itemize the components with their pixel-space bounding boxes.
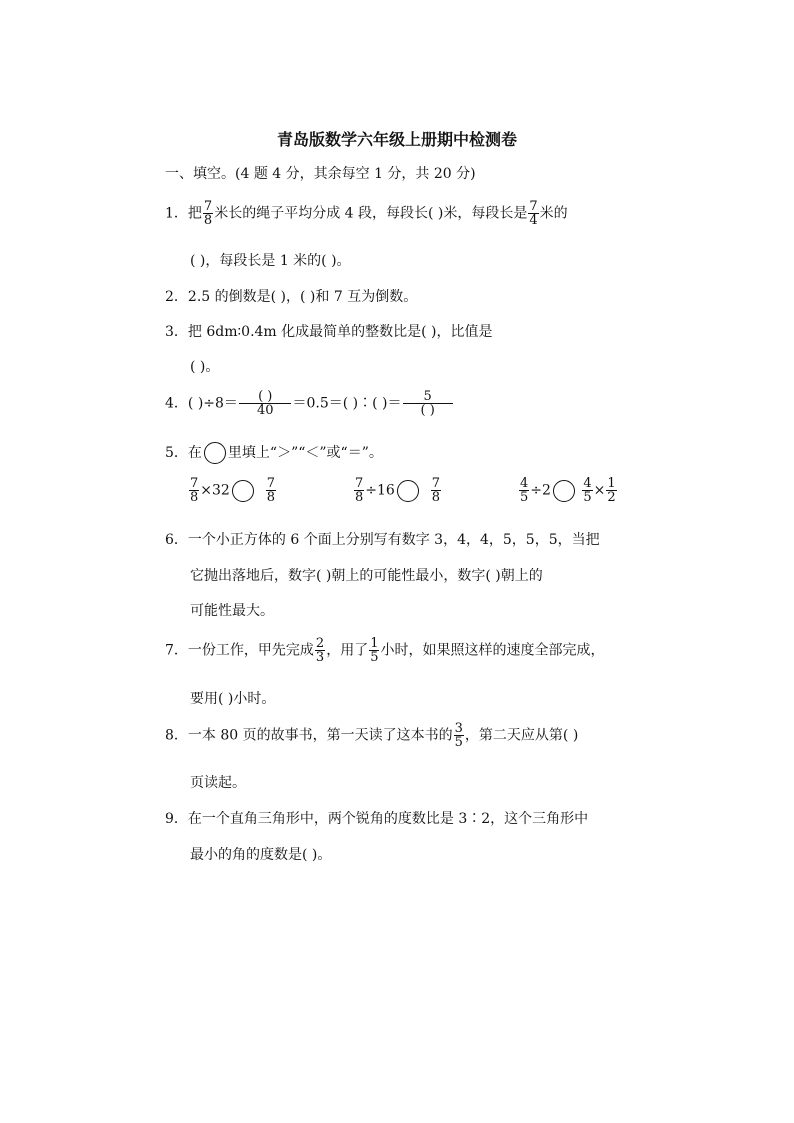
- fraction: [606, 477, 616, 504]
- fraction: [403, 390, 453, 417]
- question-8-line-2: 页读起。: [190, 775, 246, 791]
- numerator: 7: [529, 199, 538, 214]
- question-number: 9．: [165, 811, 188, 827]
- question-7-line-2: 要用( )小时。: [190, 691, 276, 707]
- numerator: 4: [583, 476, 592, 491]
- question-3: [165, 321, 493, 341]
- fraction: [239, 390, 292, 417]
- answer-circle[interactable]: [397, 480, 419, 502]
- question-1: [165, 200, 568, 227]
- question-text: ＝0.5＝( )∶( )＝: [292, 395, 402, 412]
- denominator: ( ): [420, 403, 435, 418]
- question-text: ，第二天应从第( ): [464, 727, 579, 744]
- fraction: [203, 200, 213, 227]
- denominator: 8: [203, 213, 213, 228]
- question-number: 3．: [165, 324, 188, 340]
- fraction: [431, 477, 441, 504]
- fraction: [454, 722, 464, 749]
- numerator: 1: [607, 476, 616, 491]
- question-text: ，用了: [326, 642, 369, 659]
- question-text: 米的: [539, 205, 568, 222]
- fraction: [266, 477, 276, 504]
- comparison-1: [188, 477, 277, 504]
- question-text: 一本 80 页的故事书，第一天读了这本书的: [187, 727, 453, 744]
- comparison-circle: [204, 442, 226, 464]
- denominator: 5: [370, 650, 379, 665]
- question-number: 5．: [165, 445, 188, 461]
- denominator: 40: [256, 403, 274, 418]
- numerator: ( ): [239, 390, 292, 404]
- denominator: 2: [607, 490, 616, 505]
- question-6: [165, 529, 600, 549]
- fraction: [369, 637, 379, 664]
- question-number: 7．: [165, 642, 188, 659]
- answer-circle[interactable]: [553, 480, 575, 502]
- question-text: 一个小正方体的 6 个面上分别写有数字 3，4，4，5，5，5，当把: [187, 532, 600, 548]
- numerator: 1: [370, 636, 379, 651]
- numerator: 7: [266, 476, 276, 491]
- fraction: [354, 477, 364, 504]
- numerator: 4: [520, 476, 529, 491]
- denominator: 5: [520, 490, 529, 505]
- answer-circle[interactable]: [232, 480, 254, 502]
- numerator: 7: [190, 476, 199, 491]
- denominator: 3: [315, 650, 325, 665]
- numerator: 2: [315, 636, 325, 651]
- denominator: 5: [454, 735, 463, 750]
- comparison-2: [353, 477, 442, 504]
- numerator: 7: [355, 476, 364, 491]
- question-number: 1．: [165, 205, 188, 222]
- fraction: [189, 477, 199, 504]
- question-text: 把: [187, 205, 202, 222]
- numerator: 5: [403, 390, 453, 404]
- question-3-line-2: ( )。: [190, 359, 220, 375]
- question-text: 一份工作，甲先完成: [187, 642, 314, 659]
- denominator: 8: [431, 490, 441, 505]
- question-text: ( )÷8＝: [187, 395, 238, 412]
- question-4: [165, 390, 454, 417]
- fraction: [315, 637, 325, 664]
- denominator: 4: [529, 213, 538, 228]
- question-6-line-2: 它抛出落地后，数字( )朝上的可能性最小，数字( )朝上的: [190, 568, 543, 584]
- question-text: 米长的绳子平均分成 4 段，每段长( )米，每段长是: [214, 205, 528, 222]
- question-text: 在一个直角三角形中，两个锐角的度数比是 3∶2，这个三角形中: [187, 811, 589, 827]
- numerator: 7: [431, 476, 441, 491]
- question-text: 把 6dm∶0.4m 化成最简单的整数比是( )，比值是: [187, 324, 493, 340]
- denominator: 8: [355, 490, 364, 505]
- fraction: [528, 200, 538, 227]
- fraction: [582, 477, 592, 504]
- operator: ÷16: [365, 482, 395, 499]
- question-text: 小时，如果照这样的速度全部完成，: [380, 642, 605, 659]
- fraction: [519, 477, 529, 504]
- question-number: 8．: [165, 727, 188, 744]
- question-9: [165, 808, 588, 828]
- numerator: 3: [454, 721, 463, 736]
- operator: ×32: [200, 482, 230, 499]
- operator: ×: [593, 482, 606, 499]
- question-9-line-2: 最小的角的度数是( )。: [190, 847, 332, 863]
- section-heading: 一、填空。(4 题 4 分，其余每空 1 分，共 20 分): [165, 166, 476, 182]
- page-title: 青岛版数学六年级上册期中检测卷: [276, 130, 517, 149]
- comparison-3: [518, 477, 618, 504]
- question-text: 里填上“＞”“＜”或“＝”。: [227, 445, 383, 461]
- denominator: 5: [583, 490, 592, 505]
- question-number: 2．: [165, 289, 188, 305]
- question-text: 在: [187, 445, 202, 461]
- question-2: [165, 286, 417, 306]
- question-6-line-3: 可能性最大。: [190, 603, 274, 619]
- question-8: [165, 722, 578, 749]
- question-1-line-2: ( )，每段长是 1 米的( )。: [190, 253, 351, 269]
- question-5: [165, 442, 383, 464]
- denominator: 8: [190, 490, 199, 505]
- numerator: 7: [203, 199, 213, 214]
- question-7: [165, 637, 604, 664]
- question-text: 2.5 的倒数是( )，( )和 7 互为倒数。: [187, 289, 418, 305]
- question-number: 4．: [165, 395, 188, 412]
- denominator: 8: [266, 490, 276, 505]
- operator: ÷2: [530, 482, 551, 499]
- question-number: 6．: [165, 532, 188, 548]
